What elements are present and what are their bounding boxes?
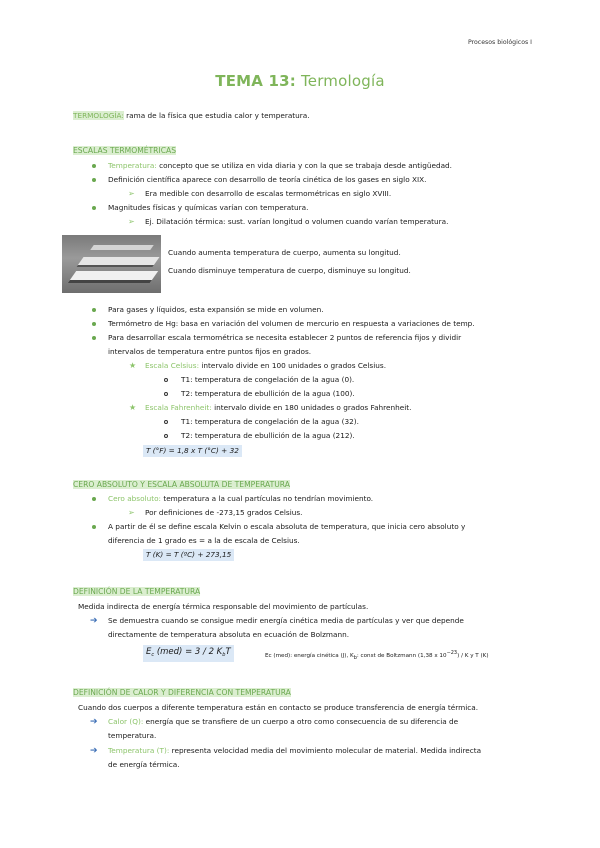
bullet-icon	[92, 525, 96, 529]
cero-bullet-2-line-1: A partir de él se define escala Kelvin o escala absoluta de temperatura, que inicia cero absoluto y	[108, 522, 466, 531]
definicion-paragraph: Medida indirecta de energía térmica responsable del movimiento de partículas.	[78, 602, 369, 611]
intro-text: rama de la física que estudia calor y temperatura.	[123, 111, 310, 120]
escalas-bullet-2-sub: Era medible con desarrollo de escalas termométricas en siglo XVIII.	[145, 189, 392, 198]
calor-arrow-1-line-1: Calor (Q): energía que se transfiere de un cuerpo a otro como consecuencia de su diferencia de	[108, 717, 459, 726]
escalas-bullet-6-line-1: Para desarrollar escala termométrica se necesita establecer 2 puntos de referencia fijos y dividir	[108, 333, 462, 342]
section-heading-escalas: ESCALAS TERMOMÉTRICAS	[73, 146, 177, 155]
calor-arrow-1-line-2: temperatura.	[108, 731, 157, 740]
cero-bullet-1: Cero absoluto: temperatura a la cual partículas no tendrían movimiento.	[108, 494, 374, 503]
section-heading-definicion: DEFINICIÓN DE LA TEMPERATURA	[73, 587, 201, 596]
star-icon: ★	[129, 361, 137, 370]
boltzmann-note: Ec (med): energía cinética (J), Kb: const de Boltzmann (1,38 x 10−23) / K y T (K)	[265, 650, 489, 661]
arrow-right-icon: ➔	[90, 746, 98, 756]
fahrenheit-t2: T2: temperatura de ebullición de la agua (212).	[181, 431, 355, 440]
escalas-bullet-5: Termómetro de Hg: basa en variación del volumen de mercurio en respuesta a variaciones de temp.	[108, 319, 475, 328]
title-rest: Termología	[295, 72, 385, 90]
boltzmann-formula: $E_c$ (med) = 3 / 2 $K_bT$	[143, 645, 234, 662]
fahrenheit-t1: T1: temperatura de congelación de la agua (32).	[181, 417, 359, 426]
circle-bullet-icon	[164, 434, 168, 438]
arrowhead-icon: ➢	[128, 217, 135, 226]
circle-bullet-icon	[164, 392, 168, 396]
photo-caption-2: Cuando disminuye temperatura de cuerpo, disminuye su longitud.	[168, 266, 411, 275]
bullet-icon	[92, 322, 96, 326]
running-header: Procesos biológicos I	[467, 39, 532, 46]
arrow-right-icon: ➔	[90, 717, 98, 727]
calor-paragraph: Cuando dos cuerpos a diferente temperatura están en contacto se produce transferencia de energía térmica.	[78, 703, 479, 712]
definicion-arrow-line-1: Se demuestra cuando se consigue medir energía cinética media de partículas y ver que depende	[108, 616, 464, 625]
celsius-t2: T2: temperatura de ebullición de la agua (100).	[181, 389, 355, 398]
circle-bullet-icon	[164, 420, 168, 424]
section-heading-calor: DEFINICIÓN DE CALOR Y DIFERENCIA CON TEMPERATURA	[73, 688, 291, 697]
dilatation-photo	[62, 235, 161, 293]
cero-bullet-2-line-2: diferencia de 1 grado es = a la de escala de Celsius.	[108, 536, 300, 545]
celsius-line: Escala Celsius: intervalo divide en 100 unidades o grados Celsius.	[145, 361, 387, 370]
photo-caption-1: Cuando aumenta temperatura de cuerpo, aumenta su longitud.	[168, 248, 401, 257]
section-heading-cero: CERO ABSOLUTO Y ESCALA ABSOLUTA DE TEMPERATURA	[73, 480, 290, 489]
fahrenheit-formula: T (°F) = 1,8 x T (°C) + 32	[143, 445, 242, 457]
star-icon: ★	[129, 403, 137, 412]
arrowhead-icon: ➢	[128, 508, 135, 517]
definicion-arrow-line-2: directamente de temperatura absoluta en ecuación de Bolzmann.	[108, 630, 350, 639]
escalas-bullet-3-sub: Ej. Dilatación térmica: sust. varían longitud o volumen cuando varían temperatura.	[145, 217, 449, 226]
bullet-icon	[92, 178, 96, 182]
escalas-bullet-3: Magnitudes físicas y químicas varían con temperatura.	[108, 203, 309, 212]
escalas-bullet-6-line-2: intervalos de temperatura entre puntos fijos en grados.	[108, 347, 312, 356]
title-bold: TEMA 13:	[215, 72, 296, 90]
bullet-icon	[92, 164, 96, 168]
bullet-icon	[92, 206, 96, 210]
fahrenheit-line: Escala Fahrenheit: intervalo divide en 180 unidades o grados Fahrenheit.	[145, 403, 412, 412]
escalas-bullet-2: Definición científica aparece con desarrollo de teoría cinética de los gases en siglo XIX.	[108, 175, 427, 184]
bullet-icon	[92, 497, 96, 501]
escalas-bullet-1: Temperatura: concepto que se utiliza en vida diaria y con la que se trabaja desde antigüedad.	[108, 161, 452, 170]
bullet-icon	[92, 336, 96, 340]
page-title	[0, 72, 600, 90]
escalas-bullet-4: Para gases y líquidos, esta expansión se mide en volumen.	[108, 305, 324, 314]
circle-bullet-icon	[164, 378, 168, 382]
arrowhead-icon: ➢	[128, 189, 135, 198]
intro-term: TERMOLOGÍA:	[73, 111, 124, 120]
calor-arrow-2-line-2: de energía térmica.	[108, 760, 180, 769]
intro-line	[73, 111, 310, 121]
arrow-right-icon: ➔	[90, 616, 98, 626]
calor-arrow-2-line-1: Temperatura (T): representa velocidad media del movimiento molecular de material. Medida indirecta	[108, 746, 482, 755]
cero-bullet-1-sub: Por definiciones de -273,15 grados Celsius.	[145, 508, 303, 517]
kelvin-formula: T (K) = T (ºC) + 273,15	[143, 549, 234, 561]
bullet-icon	[92, 308, 96, 312]
celsius-t1: T1: temperatura de congelación de la agua (0).	[181, 375, 355, 384]
